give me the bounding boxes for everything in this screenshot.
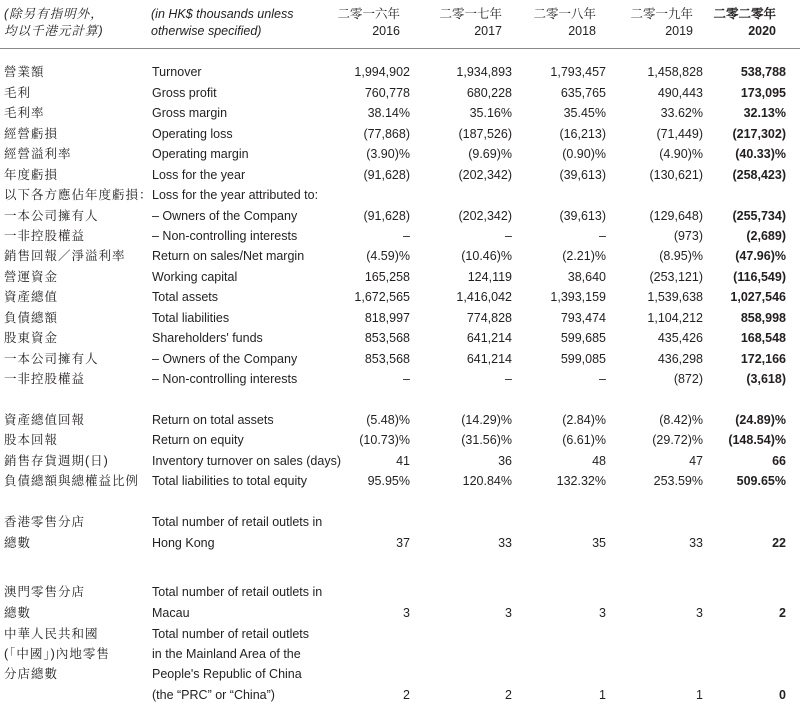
cell-value-2019: (253,121)	[649, 270, 703, 284]
row-label-chinese: 一本公司擁有人	[4, 352, 99, 366]
row-label-chinese: 中華人民共和國	[4, 627, 99, 641]
row-label-english: Total number of retail outlets	[152, 627, 310, 641]
row-label-english: – Owners of the Company	[152, 209, 298, 223]
row-label-chinese: 股東資金	[4, 331, 59, 345]
row-label-english: – Owners of the Company	[152, 352, 298, 366]
row-label-chinese: 經營虧損	[4, 127, 59, 141]
cell-value-2017: 774,828	[466, 311, 512, 325]
cell-value-2020: (255,734)	[732, 209, 786, 223]
cell-value-2020: (3,618)	[746, 372, 786, 386]
cell-value-2017: 124,119	[467, 270, 512, 284]
row-label-chinese: 分店總數	[4, 667, 59, 681]
cell-value-2017: (10.46)%	[461, 249, 512, 263]
cell-value-2017: 1,934,893	[456, 65, 512, 79]
cell-value-2018: (2.21)%	[562, 249, 606, 263]
cell-value-2016: 3	[403, 606, 410, 620]
row-label-chinese: 澳門零售分店	[4, 585, 86, 599]
cell-value-2016: (10.73)%	[359, 433, 410, 447]
row-label-chinese: 經營溢利率	[4, 147, 72, 161]
cell-value-2017: 120.84%	[462, 474, 512, 488]
row-label-chinese: 負債總額與總權益比例	[4, 474, 140, 488]
cell-value-2020: 173,095	[740, 86, 786, 100]
cell-value-2016: (91,628)	[363, 209, 410, 223]
cell-value-2017: –	[505, 229, 512, 243]
row-label-english: Operating loss	[152, 127, 233, 141]
cell-value-2019: 1,458,828	[647, 65, 703, 79]
units-note-chinese: (除另有指明外， 均以千港元計算)	[4, 7, 104, 38]
cell-value-2019: (8.42)%	[659, 413, 703, 427]
cell-value-2020: 0	[779, 688, 786, 702]
cell-value-2018: (6.61)%	[562, 433, 606, 447]
row-label-chinese: 年度虧損	[4, 168, 59, 182]
cell-value-2020: (40.33)%	[735, 147, 786, 161]
row-label-chinese: 銷售回報／淨溢利率	[4, 249, 126, 263]
cell-value-2019: (973)	[673, 229, 703, 243]
cell-value-2020: (2,689)	[746, 229, 786, 243]
cell-value-2018: 132.32%	[556, 474, 606, 488]
row-label-chinese: 營運資金	[4, 270, 59, 284]
row-label-english: Total number of retail outlets in	[152, 585, 323, 599]
row-label-chinese: 一非控股權益	[4, 229, 86, 243]
row-label-english: Loss for the year attributed to:	[152, 188, 319, 202]
year-header-2016: 二零一六年 2016	[337, 7, 400, 38]
cell-value-2017: 641,214	[466, 331, 512, 345]
row-label-english: Working capital	[152, 270, 238, 284]
year-header-2018: 二零一八年 2018	[533, 7, 596, 38]
cell-value-2020: 858,998	[740, 311, 786, 325]
cell-value-2018: 599,085	[560, 352, 606, 366]
cell-value-2019: 436,298	[657, 352, 703, 366]
cell-value-2016: 38.14%	[367, 106, 410, 120]
cell-value-2019: (129,648)	[649, 209, 703, 223]
cell-value-2020: 172,166	[740, 352, 786, 366]
row-label-english: Total assets	[152, 290, 219, 304]
cell-value-2017: 680,228	[466, 86, 512, 100]
cell-value-2019: (71,449)	[656, 127, 703, 141]
cell-value-2018: 3	[599, 606, 606, 620]
cell-value-2019: 1	[696, 688, 703, 702]
row-label-english: Hong Kong	[152, 536, 215, 550]
cell-value-2020: (24.89)%	[735, 413, 786, 427]
cell-value-2017: (187,526)	[458, 127, 512, 141]
cell-value-2020: 66	[772, 454, 786, 468]
row-label-english: Macau	[152, 606, 190, 620]
row-label-english: – Non-controlling interests	[152, 372, 298, 386]
cell-value-2016: (91,628)	[363, 168, 410, 182]
row-label-chinese: 一非控股權益	[4, 372, 86, 386]
row-label-chinese: 以下各方應佔年度虧損：	[4, 188, 153, 202]
row-label-chinese: 負債總額	[4, 311, 59, 325]
row-label-chinese: (「中國」)內地零售	[4, 647, 110, 661]
row-label-english: Shareholders' funds	[152, 331, 263, 345]
cell-value-2019: (872)	[673, 372, 703, 386]
cell-value-2020: 1,027,546	[730, 290, 786, 304]
cell-value-2018: 635,765	[560, 86, 606, 100]
cell-value-2017: 641,214	[466, 352, 512, 366]
row-label-chinese: 毛利	[4, 86, 32, 100]
cell-value-2016: 853,568	[364, 331, 410, 345]
cell-value-2017: 35.16%	[469, 106, 512, 120]
year-header-2017: 二零一七年 2017	[439, 7, 502, 38]
row-label-english: Total liabilities	[152, 311, 230, 325]
cell-value-2017: 1,416,042	[456, 290, 512, 304]
cell-value-2019: (8.95)%	[659, 249, 703, 263]
cell-value-2016: 37	[396, 536, 410, 550]
cell-value-2020: 2	[779, 606, 786, 620]
cell-value-2016: (3.90)%	[366, 147, 410, 161]
cell-value-2017: (9.69)%	[468, 147, 512, 161]
cell-value-2019: 33.62%	[660, 106, 703, 120]
cell-value-2018: (16,213)	[559, 127, 606, 141]
row-label-english: – Non-controlling interests	[152, 229, 298, 243]
cell-value-2018: 1,393,159	[550, 290, 606, 304]
cell-value-2018: 48	[592, 454, 606, 468]
cell-value-2016: (77,868)	[363, 127, 410, 141]
header-divider	[0, 48, 800, 49]
cell-value-2016: –	[403, 229, 410, 243]
cell-value-2020: 32.13%	[743, 106, 786, 120]
cell-value-2016: 853,568	[364, 352, 410, 366]
cell-value-2019: 1,539,638	[647, 290, 703, 304]
cell-value-2020: 168,548	[740, 331, 786, 345]
year-header-2019: 二零一九年 2019	[630, 7, 693, 38]
cell-value-2018: 1,793,457	[550, 65, 606, 79]
row-label-chinese: 營業額	[4, 65, 45, 79]
year-header-2020: 二零二零年 2020	[713, 7, 776, 38]
cell-value-2016: (5.48)%	[366, 413, 410, 427]
cell-value-2018: –	[599, 229, 606, 243]
cell-value-2018: 1	[599, 688, 606, 702]
cell-value-2018: (2.84)%	[562, 413, 606, 427]
cell-value-2017: (14.29)%	[461, 413, 512, 427]
cell-value-2016: 95.95%	[367, 474, 410, 488]
cell-value-2020: (258,423)	[732, 168, 786, 182]
cell-value-2017: (202,342)	[458, 209, 512, 223]
row-label-chinese: 資產總值	[4, 290, 59, 304]
cell-value-2019: 253.59%	[653, 474, 703, 488]
row-label-chinese: 總數	[4, 536, 32, 550]
cell-value-2019: 47	[689, 454, 703, 468]
cell-value-2020: (116,549)	[733, 270, 786, 284]
row-label-english: Return on total assets	[152, 413, 274, 427]
cell-value-2020: (217,302)	[732, 127, 786, 141]
cell-value-2016: 1,672,565	[354, 290, 410, 304]
cell-value-2016: 41	[396, 454, 410, 468]
row-label-english: Total liabilities to total equity	[152, 474, 307, 488]
row-label-english: People's Republic of China	[152, 667, 302, 681]
cell-value-2020: 538,788	[740, 65, 786, 79]
cell-value-2017: 2	[505, 688, 512, 702]
row-label-chinese: 資產總值回報	[4, 413, 86, 427]
cell-value-2019: 1,104,212	[647, 311, 703, 325]
row-label-chinese: 總數	[4, 606, 32, 620]
cell-value-2018: (39,613)	[559, 209, 606, 223]
row-label-chinese: 香港零售分店	[4, 515, 86, 529]
cell-value-2020: 509.65%	[736, 474, 786, 488]
units-note-english: (in HK$ thousands unless otherwise specified)	[151, 7, 294, 38]
cell-value-2016: 2	[403, 688, 410, 702]
cell-value-2017: (202,342)	[458, 168, 512, 182]
cell-value-2018: 599,685	[560, 331, 606, 345]
cell-value-2016: 165,258	[364, 270, 410, 284]
cell-value-2017: –	[505, 372, 512, 386]
cell-value-2016: 760,778	[364, 86, 410, 100]
cell-value-2019: 435,426	[657, 331, 703, 345]
row-label-english: Return on equity	[152, 433, 244, 447]
row-label-english: Operating margin	[152, 147, 249, 161]
row-label-english: (the “PRC” or “China”)	[152, 688, 275, 702]
cell-value-2018: –	[599, 372, 606, 386]
cell-value-2017: 36	[498, 454, 512, 468]
row-label-english: Gross profit	[152, 86, 217, 100]
cell-value-2018: 35	[592, 536, 606, 550]
cell-value-2017: (31.56)%	[461, 433, 512, 447]
row-label-english: Total number of retail outlets in	[152, 515, 323, 529]
cell-value-2018: 35.45%	[563, 106, 606, 120]
cell-value-2019: 490,443	[657, 86, 703, 100]
cell-value-2020: (47.96)%	[735, 249, 786, 263]
cell-value-2017: 33	[498, 536, 512, 550]
cell-value-2016: 1,994,902	[354, 65, 410, 79]
row-label-english: Turnover	[152, 65, 202, 79]
row-label-english: Gross margin	[152, 106, 228, 120]
cell-value-2019: 33	[689, 536, 703, 550]
cell-value-2018: (0.90)%	[562, 147, 606, 161]
cell-value-2018: 793,474	[560, 311, 606, 325]
cell-value-2020: 22	[772, 536, 786, 550]
row-label-chinese: 銷售存貨週期(日)	[4, 454, 109, 468]
row-label-chinese: 股本回報	[4, 433, 59, 447]
cell-value-2019: (130,621)	[649, 168, 703, 182]
row-label-english: in the Mainland Area of the	[152, 647, 301, 661]
cell-value-2016: (4.59)%	[366, 249, 410, 263]
cell-value-2016: –	[403, 372, 410, 386]
cell-value-2020: (148.54)%	[728, 433, 786, 447]
row-label-english: Return on sales/Net margin	[152, 249, 305, 263]
row-label-chinese: 一本公司擁有人	[4, 209, 99, 223]
cell-value-2019: (29.72)%	[652, 433, 703, 447]
row-label-english: Loss for the year	[152, 168, 246, 182]
cell-value-2017: 3	[505, 606, 512, 620]
cell-value-2018: 38,640	[567, 270, 606, 284]
row-label-english: Inventory turnover on sales (days)	[152, 454, 341, 468]
row-label-chinese: 毛利率	[4, 106, 45, 120]
cell-value-2016: 818,997	[364, 311, 410, 325]
cell-value-2018: (39,613)	[559, 168, 606, 182]
cell-value-2019: 3	[696, 606, 703, 620]
cell-value-2019: (4.90)%	[659, 147, 703, 161]
